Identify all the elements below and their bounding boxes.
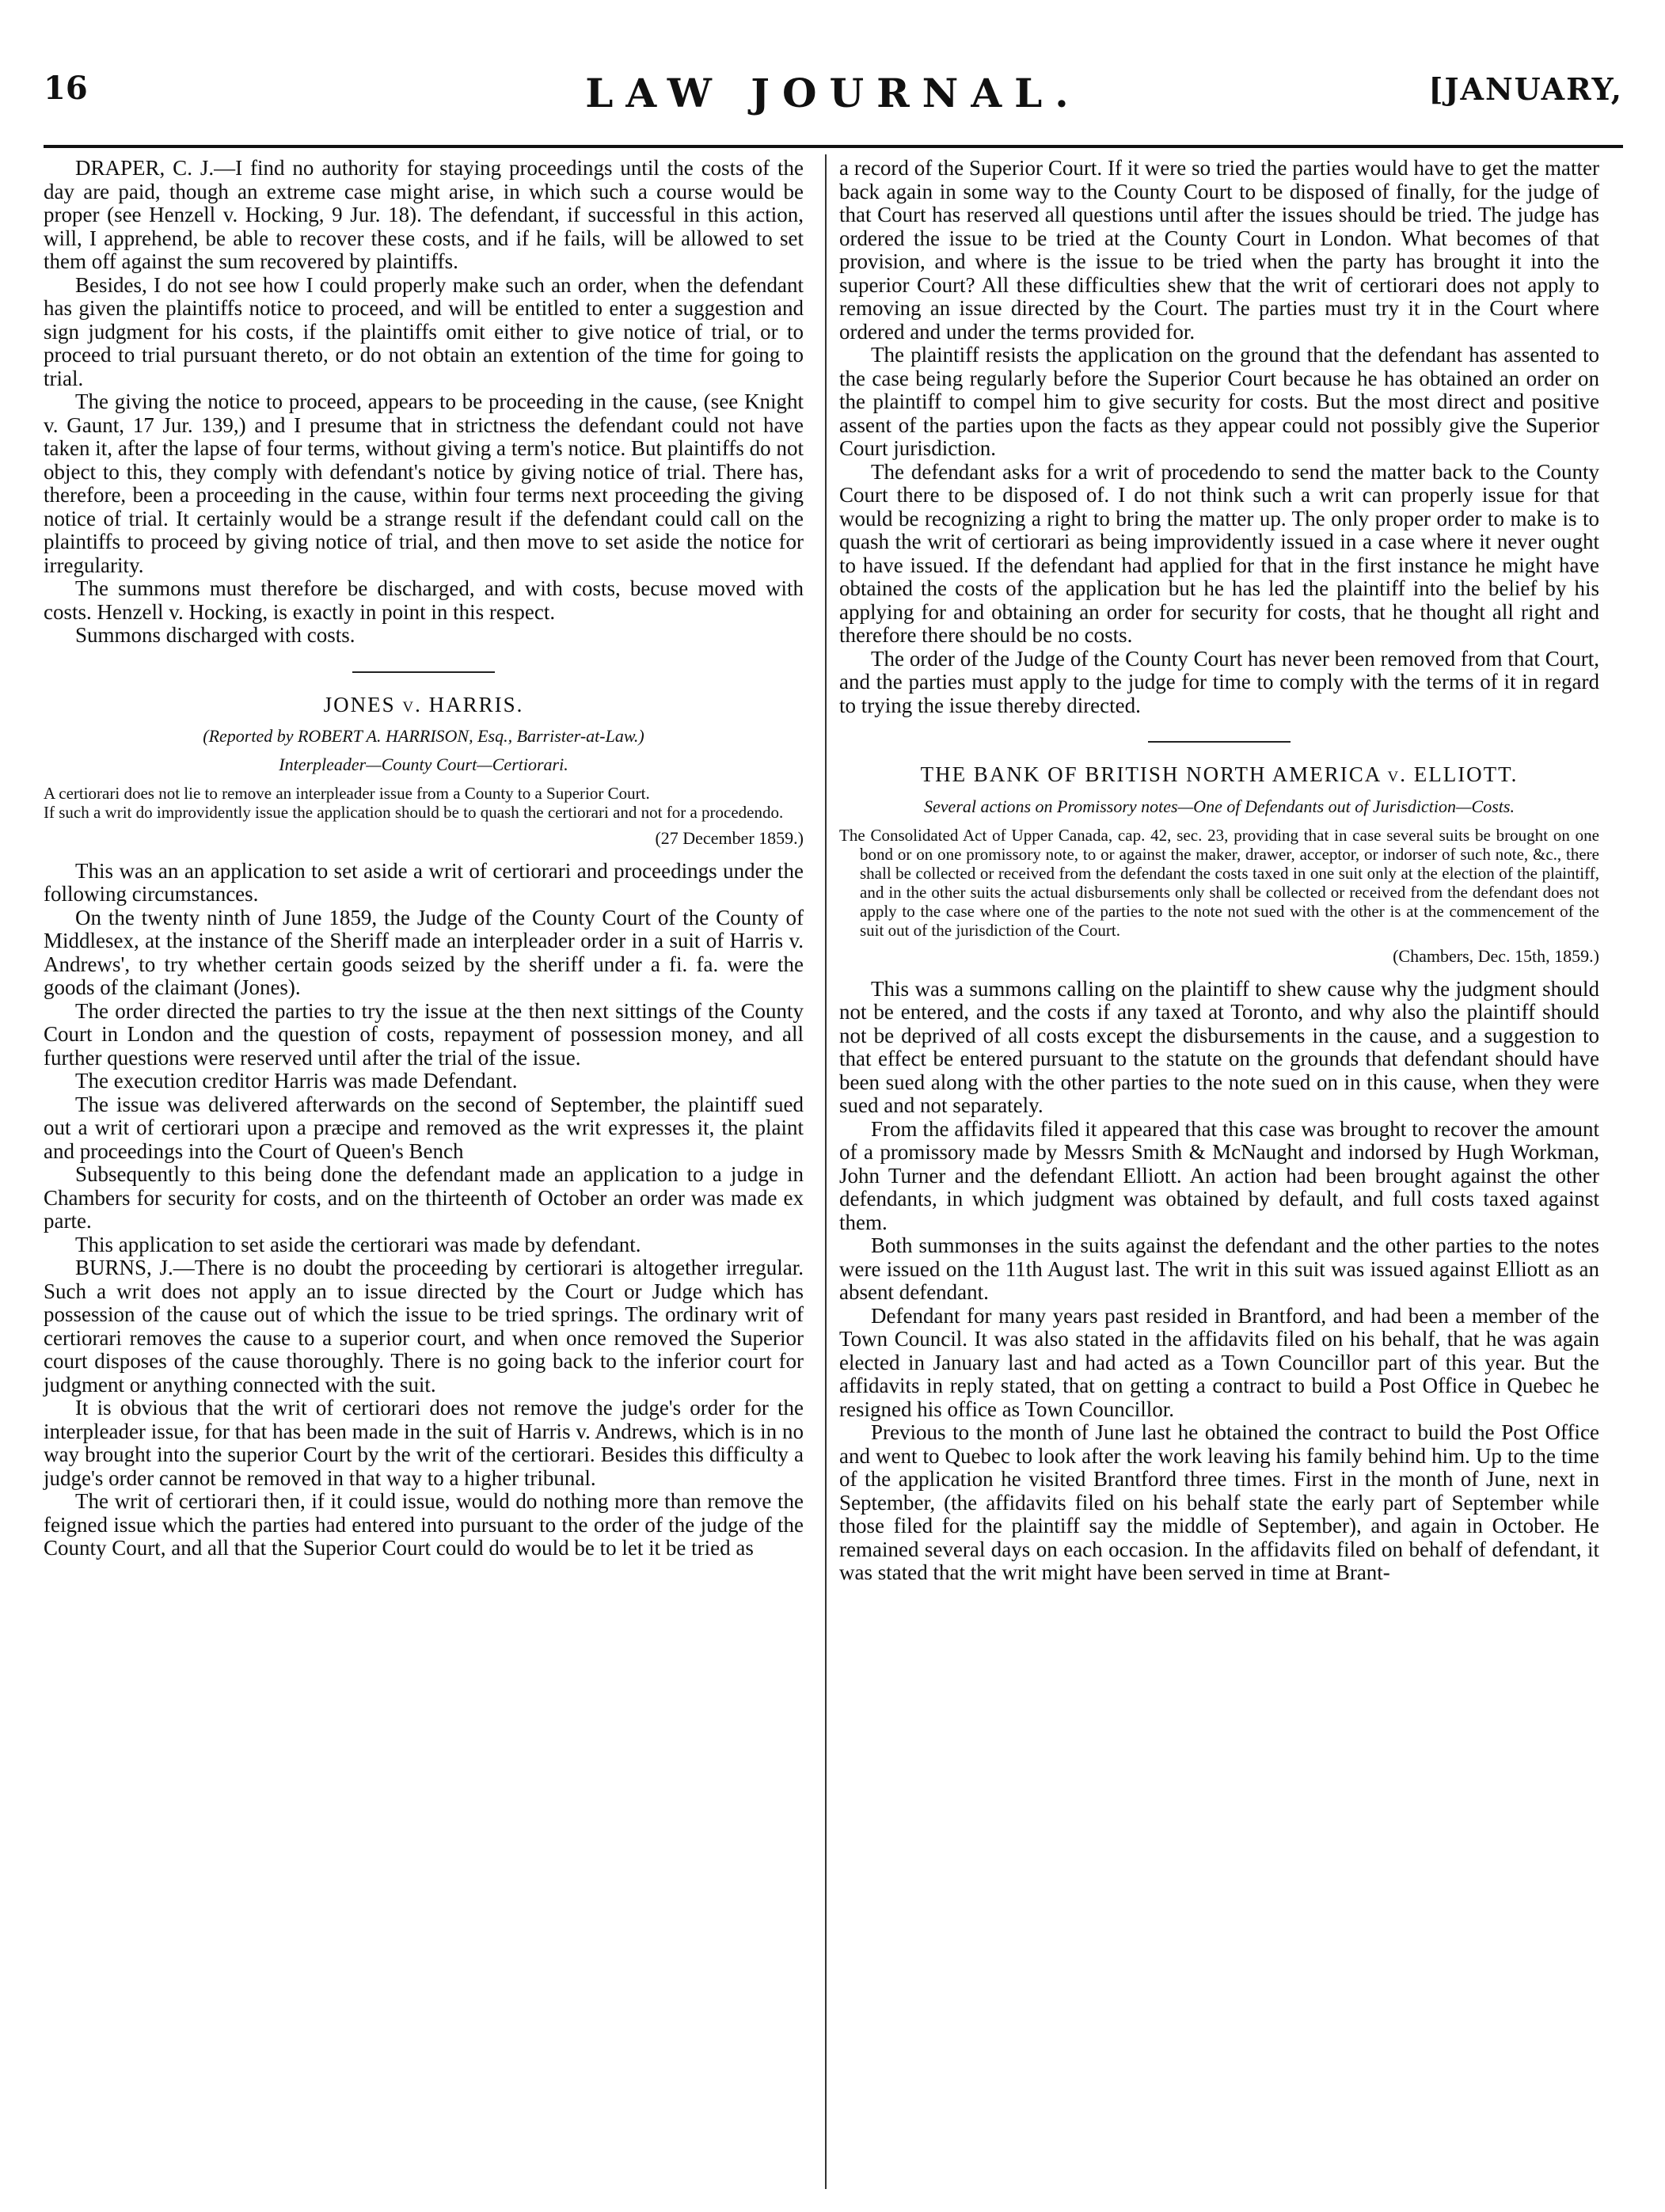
paragraph: From the affidavits filed it appeared that this case was brought to recover the amount of a promissory made by Messrs Smith & McNaught and indorsed by Hugh Workman, John Turner and the defendant Elliott. An action had been brought against the other defendants, in which judgment was obtained by default, and full costs taxed against them. [839, 1116, 1599, 1234]
paragraph: The defendant asks for a writ of procedendo to send the matter back to the County Court there to be disposed of. I do not think such a writ can properly issue for that would be recognizing a right to bring the matter up. The only proper order to make is to quash the writ of certiorari as being improvidently issued in a case where it never ought to have issued. If the defendant had applied for that in the first instance he might have obtained the costs of the application but he has led the plaintiff into the belief by his applying for and obtaining an order for security for costs, that he thought all right and therefore there should be no costs. [839, 459, 1599, 647]
page-header [44, 70, 1623, 133]
paragraph: Previous to the month of June last he obtained the contract to build the Post Office and went to Quebec to look after the work leaving his family behind him. Up to the time of the application he visited Brantford three times. First in the month of June, next in September, (the affidavits filed on his behalf state the early part of September while those filed for the plaintiff say the middle of September), and again in October. He remained several days on each occasion. In the affidavits filed on behalf of defendant, it was stated that the writ might have been served in time at Brant- [839, 1420, 1599, 1584]
column-divider [825, 154, 827, 2189]
paragraph: The execution creditor Harris was made Defendant. [75, 1069, 518, 1093]
header-rule [44, 145, 1623, 148]
paragraph: Defendant for many years past resided in Brantford, and had been a member of the Town Council. It was also stated in the affidavits filed on his behalf, that he was again elected in January last and had acted as a Town Councillor part of this year. But the affidavits in reply stated, that on getting a contract to build a Post Office in Quebec he resigned his office as Town Councillor. [839, 1303, 1599, 1421]
paragraph: BURNS, J.—There is no doubt the proceeding by certiorari is altogether irregular. Such a writ does not apply an to issue directed by the Court or Judge which has possession of the cause out of which the issue to be tried springs. The ordinary writ of certiorari removes the cause to a superior court, and when once removed the Superior court disposes of the cause thoroughly. There is no going back to the inferior court for judgment or anything connected with the suit. [44, 1256, 804, 1397]
case-date: (27 December 1859.) [655, 828, 804, 848]
case-title: JONES v. HARRIS. [323, 692, 524, 716]
left-column [44, 157, 804, 1560]
case-subject: Interpleader—County Court—Certiorari. [279, 754, 568, 774]
paragraph: The summons must therefore be discharged, and with costs, becuse moved with costs. Henzell v. Hocking, is exactly in point in this respect. [44, 576, 804, 624]
paragraph: The order directed the parties to try the issue at the then next sittings of the County Court in London and the question of costs, repayment of possession money, and all further questions were reserved until after the trial of the issue. [44, 998, 804, 1070]
paragraph: This was a summons calling on the plaintiff to shew cause why the judgment should not be entered, and the costs if any taxed at Toronto, and why also the plaintiff should not be deprived of all costs except the disbursements in the cause, and a suggestion to that effect be entered pursuant to the statute on the grounds that defendant should have been sued along with the other parties to the note sued on in this cause, when they were sued and not separately. [839, 976, 1599, 1117]
right-column [839, 157, 1599, 1585]
page-number: 16 [44, 70, 88, 107]
case-subject: Several actions on Promissory notes—One of Defendants out of Jurisdiction—Costs. [924, 796, 1515, 816]
paragraph: It is obvious that the writ of certiorari does not remove the judge's order for the interpleader issue, for that has been made in the suit of Harris v. Andrews, which is in no way brought into the superior Court by the writ of the certiorari. Besides this difficulty a judge's order cannot be removed in that way to a higher tribunal. [44, 1396, 804, 1490]
paragraph: The issue was delivered afterwards on the second of September, the plaintiff sued out a writ of certiorari upon a præcipe and removed as the writ expresses it, the plaint and proceedings into the Court of Queen's Bench [44, 1092, 804, 1163]
paragraph: The order of the Judge of the County Court has never been removed from that Court, and the parties must apply to the judge for time to comply with the terms of it in regard to trying the issue thereby directed. [839, 646, 1599, 717]
headnote: If such a writ do improvidently issue the application should be to quash the certiorari and not for a procedendo. [44, 803, 784, 822]
paragraph: This was an an application to set aside a writ of certiorari and proceedings under the following circumstances. [44, 858, 804, 906]
paragraph: On the twenty ninth of June 1859, the Judge of the County Court of the County of Middlesex, at the instance of the Sheriff made an interpleader order in a suit of Harris v. Andrews', to try whether certain goods seized by the sheriff under a fi. fa. were the goods of the claimant (Jones). [44, 905, 804, 999]
journal-title: LAW JOURNAL. [585, 70, 1081, 116]
reporter-line: (Reported by ROBERT A. HARRISON, Esq., Barrister-at-Law.) [203, 726, 644, 746]
section-separator [352, 671, 495, 673]
paragraph: Subsequently to this being done the defendant made an application to a judge in Chambers for security for costs, and on the thirteenth of October an order was made ex parte. [44, 1162, 804, 1233]
paragraph: DRAPER, C. J.—I find no authority for staying proceedings until the costs of the day are paid, though an extreme case might arise, in which such a course would be proper (see Henzell v. Hocking, 9 Jur. 18). The defendant, if successful in this action, will, I apprehend, be able to recover these costs, and if he fails, will be allowed to set them off against the sum recovered by plaintiffs. [44, 156, 804, 273]
paragraph: Both summonses in the suits against the defendant and the other parties to the notes were issued on the 11th August last. The writ in this suit was issued against Elliott as an absent defendant. [839, 1233, 1599, 1304]
paragraph: The giving the notice to proceed, appears to be proceeding in the cause, (see Knight v. Gaunt, 17 Jur. 139,) and I presume that in strictness the defendant could not have taken it, after the lapse of four terms, without giving a term's notice. But plaintiffs do not object to this, they comply with defendant's notice by giving notice of trial. There has, therefore, been a proceeding in the cause, within four terms next proceeding the giving notice of trial. It certainly would be a strange result if the defendant could call on the plaintiffs to proceed by giving notice of trial, and then move to set aside the notice for irregularity. [44, 390, 804, 577]
section-separator [1148, 741, 1291, 743]
case-title: THE BANK OF BRITISH NORTH AMERICA v. ELLIOTT. [920, 762, 1519, 786]
headnote: A certiorari does not lie to remove an interpleader issue from a County to a Superior Court. [44, 784, 650, 803]
issue-month: [JANUARY, [1428, 71, 1623, 107]
paragraph: Summons discharged with costs. [75, 623, 355, 647]
paragraph: a record of the Superior Court. If it were so tried the parties would have to get the matter back again in some way to the County Court to be disposed of finally, for the judge of that Court has reserved all questions until after the issues should be tried. The judge has ordered the issue to be tried at the County Court in London. What becomes of that provision, and where is the issue to be tried when the party has brought it into the superior Court? All these difficulties shew that the writ of certiorari does not apply to removing an issue directed by the Court. The parties must try it in the Court where ordered and under the terms provided for. [839, 156, 1599, 344]
paragraph: Besides, I do not see how I could properly make such an order, when the defendant has given the plaintiffs notice to proceed, and will be entitled to enter a suggestion and sign judgment for his costs, if the plaintiffs omit either to give notice of trial, or to proceed to trial pursuant thereto, or do not obtain an extention of the time for going to trial. [44, 272, 804, 390]
headnote: The Consolidated Act of Upper Canada, cap. 42, sec. 23, providing that in case several suits be brought on one bond or on one promissory note, to or against the maker, drawer, acceptor, or indorser of such note, &c., there shall be collected or received from the defendant the costs taxed in one suit only at the election of the plaintiff, and in the other suits the actual disbursements only shall be collected or received from the defendant does not apply to the case where one of the parties to the note not sued with the other is at the commencement of the suit out of the jurisdiction of the Court. [839, 826, 1599, 940]
paragraph: The plaintiff resists the application on the ground that the defendant has assented to the case being regularly before the Superior Court because he has obtained an order on the plaintiff to compel him to give security for costs. But the most direct and positive assent of the parties upon the facts as they appear could not possibly give the Superior Court jurisdiction. [839, 343, 1599, 460]
case-date: (Chambers, Dec. 15th, 1859.) [1393, 946, 1599, 966]
paragraph: This application to set aside the certiorari was made by defendant. [75, 1232, 641, 1256]
paragraph: The writ of certiorari then, if it could issue, would do nothing more than remove the feigned issue which the parties had entered into pursuant to the order of the judge of the County Court, and all that the Superior Court could do would be to let it be tried as [44, 1489, 804, 1560]
